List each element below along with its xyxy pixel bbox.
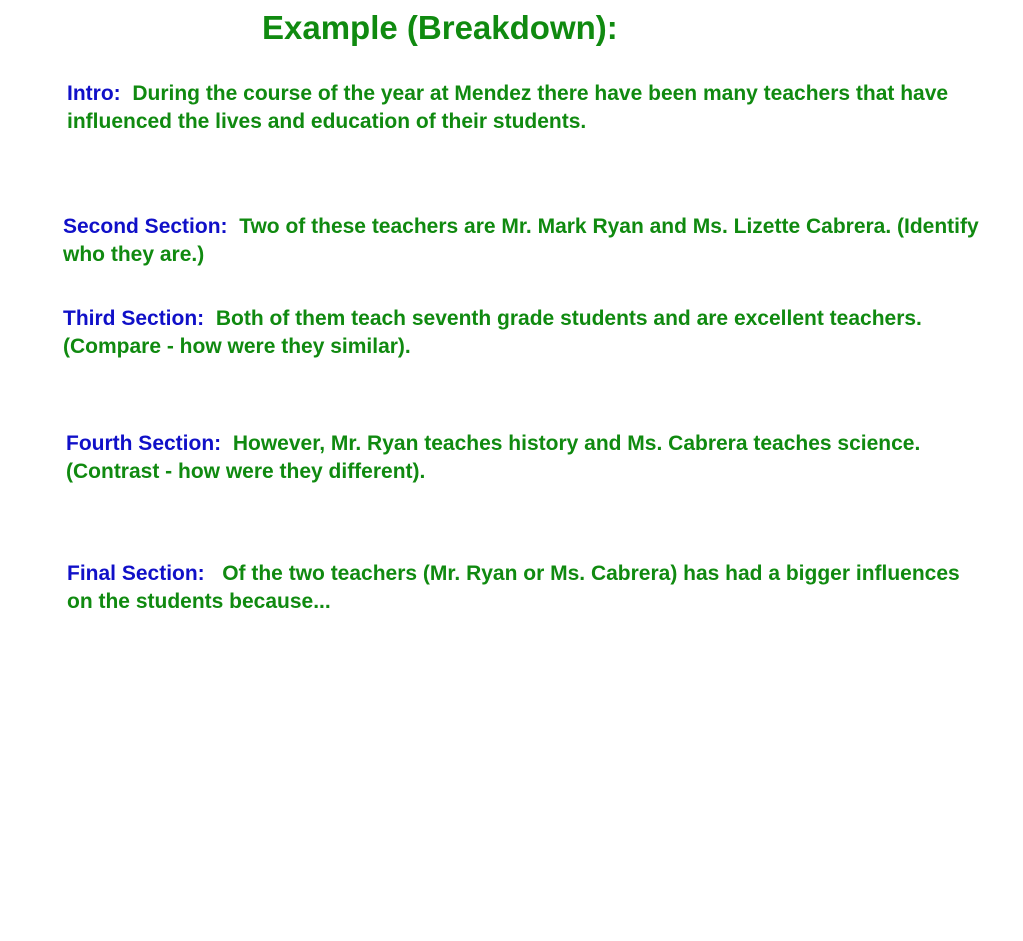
third-section [63, 305, 943, 361]
final-section-label: Final Section: [67, 562, 205, 585]
intro-text: During the course of the year at Mendez there have been many teachers that have influenced the lives and education of their students. [67, 82, 949, 133]
intro-label: Intro: [67, 82, 121, 105]
final-section-text: Of the two teachers (Mr. Ryan or Ms. Cabrera) has had a bigger influences on the students because... [67, 562, 960, 613]
fourth-section [66, 430, 946, 486]
fourth-section-label: Fourth Section: [66, 432, 222, 455]
second-section-label: Second Section: [63, 215, 228, 238]
second-section [63, 213, 998, 269]
second-section-text: Two of these teachers are Mr. Mark Ryan and Ms. Lizette Cabrera. (Identify who they are.) [63, 215, 979, 266]
fourth-section-text: However, Mr. Ryan teaches history and Ms. Cabrera teaches science. (Contrast - how were they different). [66, 432, 921, 483]
final-section [67, 560, 967, 616]
page-title: Example (Breakdown): [262, 9, 618, 46]
intro-section [67, 80, 997, 136]
third-section-text: Both of them teach seventh grade students and are excellent teachers. (Compare - how were they similar). [63, 307, 922, 358]
third-section-label: Third Section: [63, 307, 205, 330]
